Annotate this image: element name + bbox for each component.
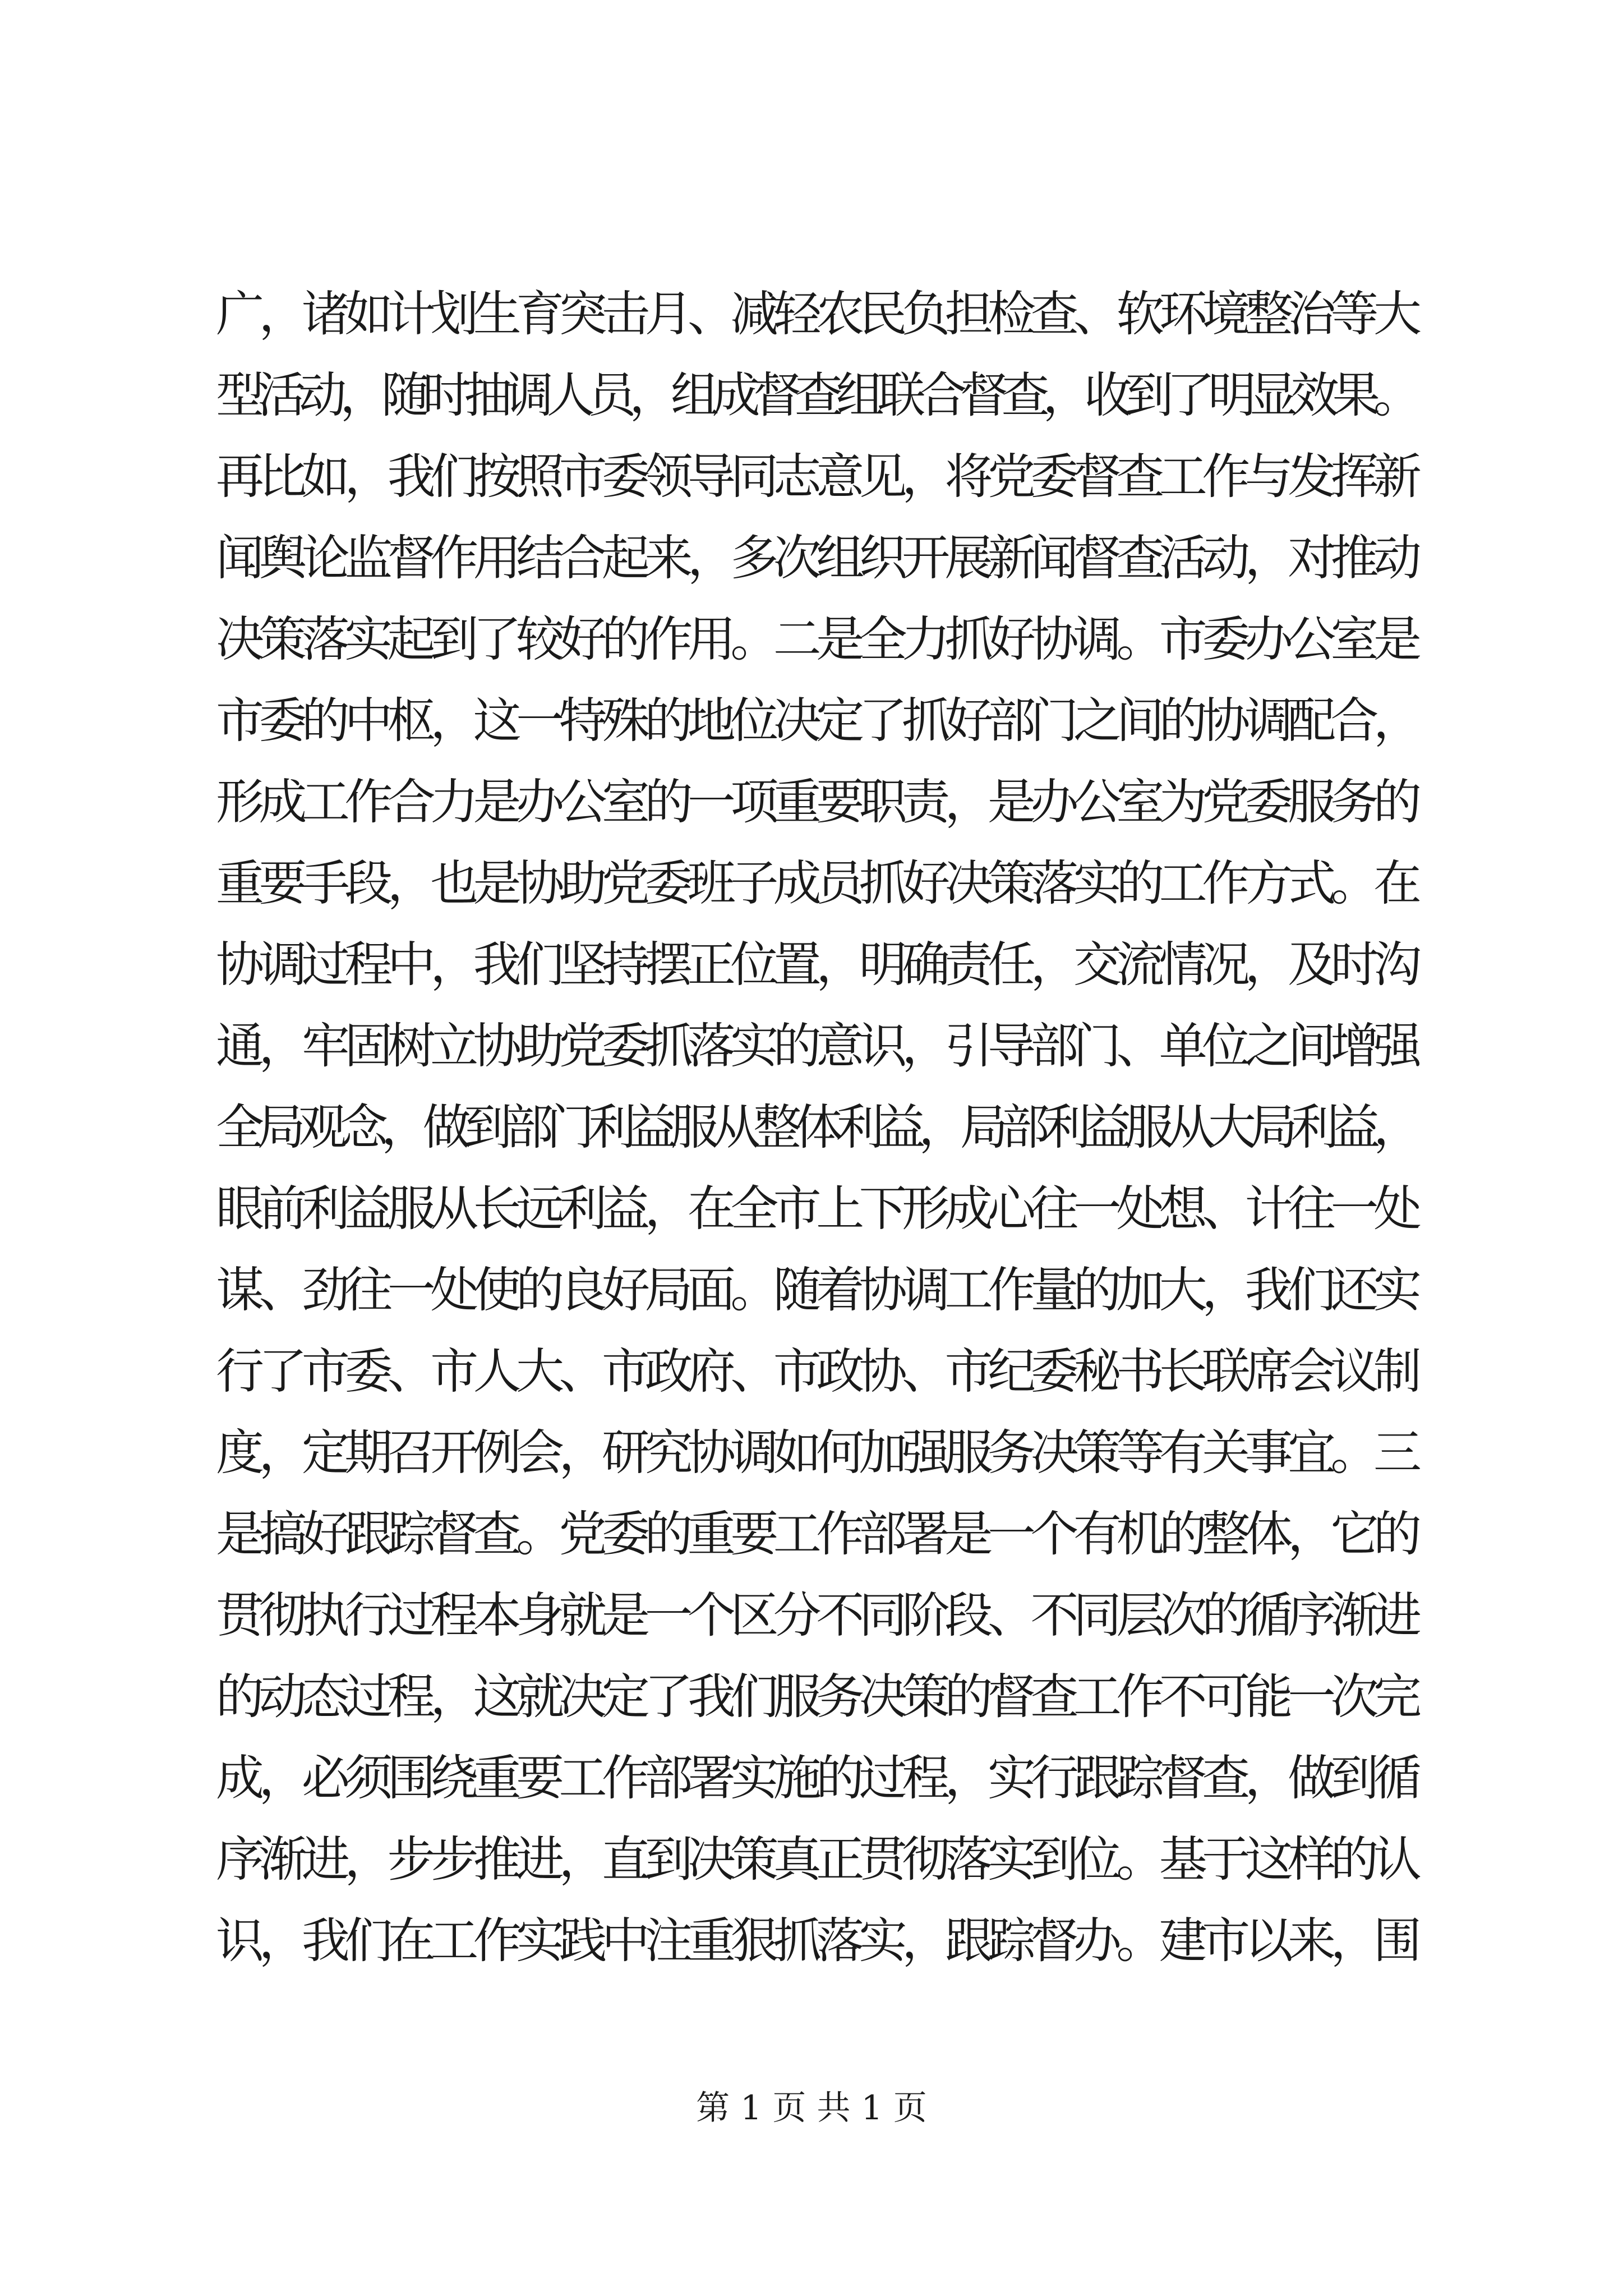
page-number-footer: 第 1 页 共 1 页 (696, 2088, 927, 2128)
text-line: 成，必须围绕重要工作部署实施的过程，实行跟踪督查，做到循 (216, 1750, 1417, 1806)
text-line: 识，我们在工作实践中注重狠抓落实，跟踪督办。建市以来，围 (216, 1913, 1417, 1969)
text-line: 重要手段，也是协助党委班子成员抓好决策落实的工作方式。在 (216, 855, 1417, 912)
text-line: 决策落实起到了较好的作用。二是全力抓好协调。市委办公室是 (216, 611, 1417, 668)
text-line: 度，定期召开例会，研究协调如何加强服务决策等有关事宜。三 (216, 1425, 1417, 1481)
text-line: 眼前利益服从长远利益，在全市上下形成心往一处想、计往一处 (216, 1181, 1417, 1237)
text-line: 贯彻执行过程本身就是一个区分不同阶段、不同层次的循序渐进 (216, 1588, 1417, 1644)
text-line: 行了市委、市人大、市政府、市政协、市纪委秘书长联席会议制 (216, 1343, 1417, 1400)
text-line: 型活动，随时抽调人员，组成督查组联合督查，收到了明显效果。 (216, 367, 1415, 424)
text-line: 闻舆论监督作用结合起来，多次组织开展新闻督查活动，对推动 (216, 530, 1417, 586)
text-line: 的动态过程，这就决定了我们服务决策的督查工作不可能一次完 (216, 1669, 1417, 1725)
body-text (216, 274, 1422, 1982)
text-line: 广，诸如计划生育突击月、减轻农民负担检查、软环境整治等大 (216, 286, 1417, 342)
text-line: 形成工作合力是办公室的一项重要职责，是办公室为党委服务的 (216, 774, 1417, 830)
text-line: 谋、劲往一处使的良好局面。随着协调工作量的加大，我们还实 (216, 1262, 1417, 1318)
text-line: 通，牢固树立协助党委抓落实的意识，引导部门、单位之间增强 (216, 1018, 1417, 1074)
text-line: 是搞好跟踪督查。党委的重要工作部署是一个有机的整体，它的 (216, 1506, 1417, 1562)
text-line: 市委的中枢，这一特殊的地位决定了抓好部门之间的协调配合， (216, 693, 1417, 749)
text-line: 协调过程中，我们坚持摆正位置，明确责任，交流情况，及时沟 (216, 937, 1417, 993)
text-line: 再比如，我们按照市委领导同志意见，将党委督查工作与发挥新 (216, 449, 1417, 505)
text-line: 全局观念，做到部门利益服从整体利益，局部利益服从大局利益， (216, 1099, 1415, 1156)
text-line: 序渐进，步步推进，直到决策真正贯彻落实到位。基于这样的认 (216, 1832, 1417, 1888)
